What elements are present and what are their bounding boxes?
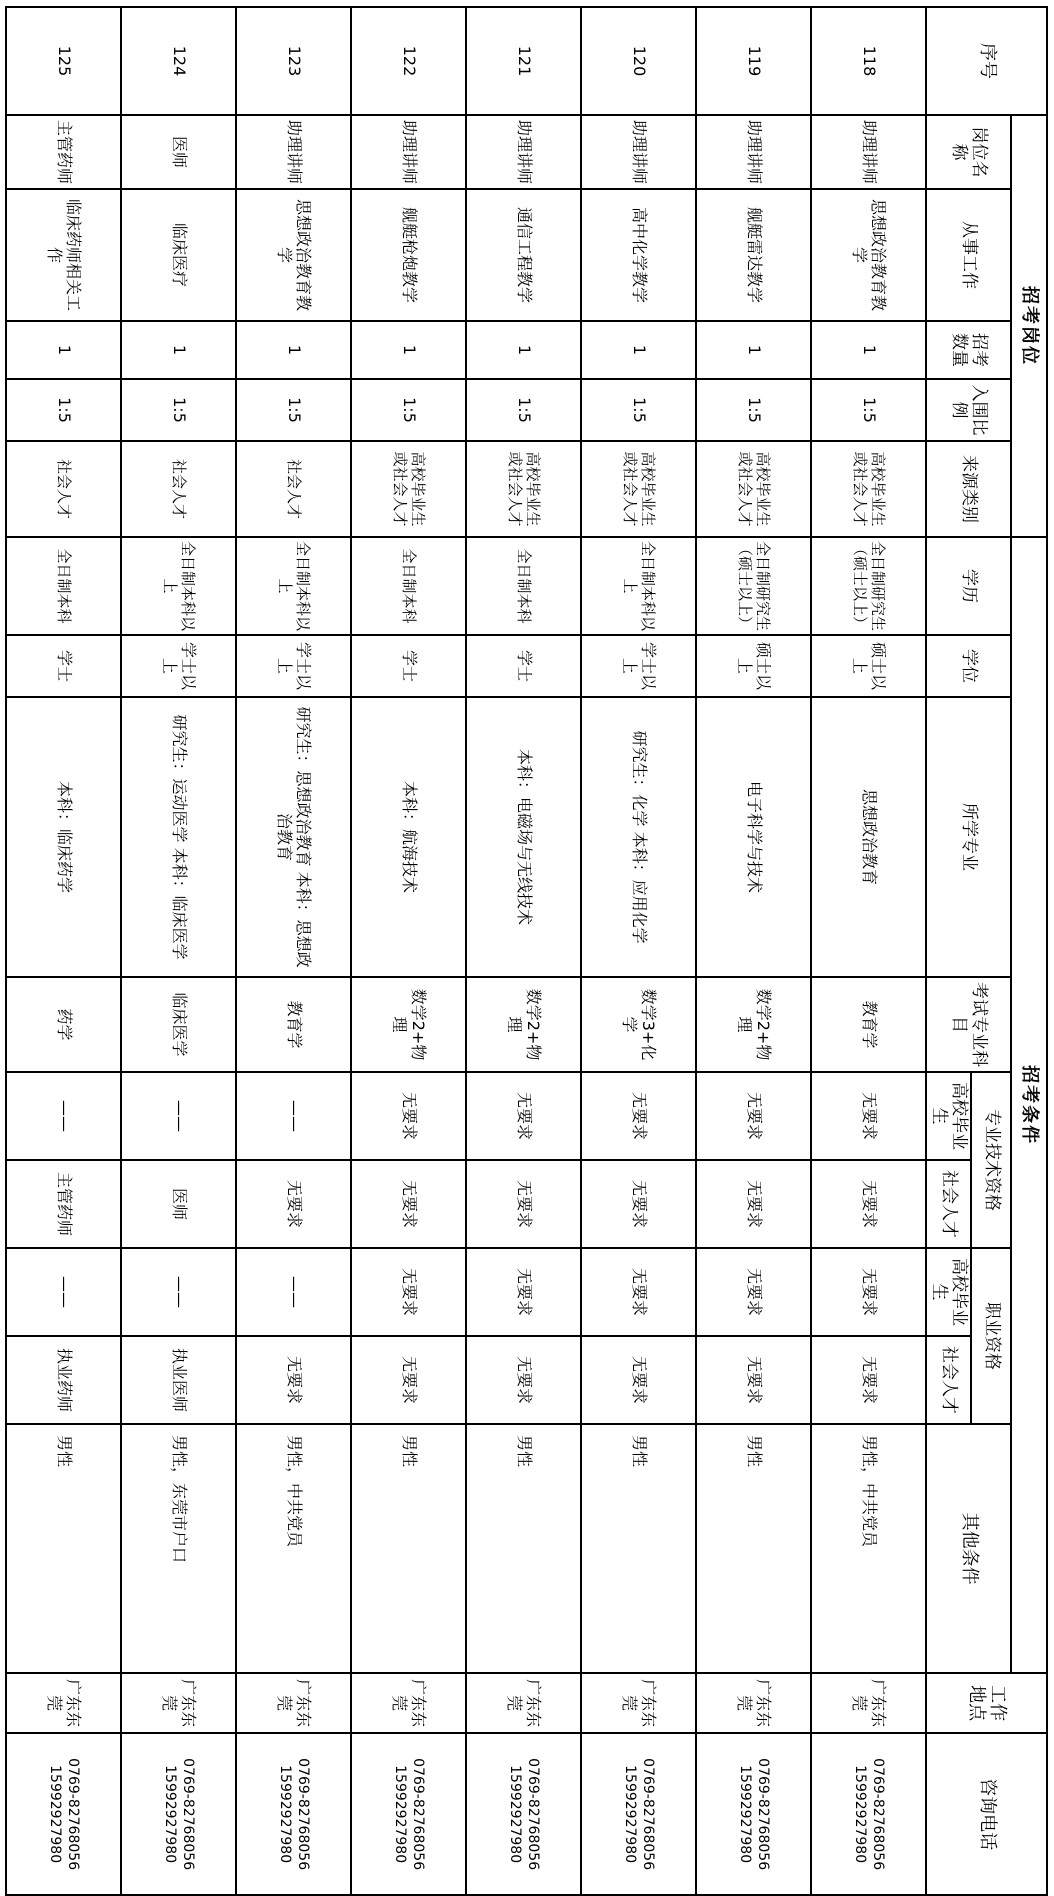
cell-work: 临床药师相关工作 [6, 189, 121, 321]
cell-edu: 全日制本科以上 [236, 537, 351, 635]
cell-major: 研究生：运动医学 本科：临床医学 [121, 697, 236, 977]
cell-work: 思想政治教育教学 [811, 189, 926, 321]
cell-tech-social: 医师 [121, 1160, 236, 1248]
cell-tech-grad: —— [6, 1072, 121, 1160]
cell-ratio: 1:5 [351, 379, 466, 441]
cell-seq: 122 [351, 7, 466, 115]
cell-source: 社会人才 [236, 441, 351, 537]
cell-count: 1 [236, 321, 351, 379]
cell-prof-grad: —— [121, 1248, 236, 1336]
cell-degree: 学士以上 [581, 635, 696, 697]
table-body [6, 7, 926, 1895]
table-row [351, 7, 466, 1895]
group-prof-header: 职业资格 [971, 1248, 1011, 1424]
cell-count: 1 [121, 321, 236, 379]
cell-ratio: 1:5 [121, 379, 236, 441]
cell-other: 男性，中共党员 [236, 1424, 351, 1673]
cell-location: 广东东莞 [696, 1673, 811, 1733]
cell-prof-grad: —— [236, 1248, 351, 1336]
table-row [236, 7, 351, 1895]
cell-tech-social: 无要求 [236, 1160, 351, 1248]
cell-work: 思想政治教育教学 [236, 189, 351, 321]
cell-seq: 123 [236, 7, 351, 115]
cell-location: 广东东莞 [351, 1673, 466, 1733]
cell-degree: 硕士以上 [696, 635, 811, 697]
cell-prof-grad: 无要求 [696, 1248, 811, 1336]
cell-phone: 0769-82768056 15992927980 [236, 1733, 351, 1895]
cell-phone: 0769-82768056 15992927980 [466, 1733, 581, 1895]
cell-prof-grad: 无要求 [466, 1248, 581, 1336]
cell-other: 男性，东莞市户口 [121, 1424, 236, 1673]
cell-other: 男性，中共党员 [811, 1424, 926, 1673]
cell-other: 男性 [581, 1424, 696, 1673]
cell-phone: 0769-82768056 15992927980 [6, 1733, 121, 1895]
cell-degree: 学士 [351, 635, 466, 697]
cell-tech-grad: 无要求 [581, 1072, 696, 1160]
col-ratio-header: 入围比例 [926, 379, 1011, 441]
cell-location: 广东东莞 [466, 1673, 581, 1733]
col-work-header: 从事工作 [926, 189, 1011, 321]
recruitment-table [5, 6, 1048, 1896]
cell-major: 本科：临床药学 [6, 697, 121, 977]
cell-edu: 全日制本科以上 [581, 537, 696, 635]
col-other-header: 其他条件 [926, 1424, 1011, 1673]
cell-exam: 数学3+化学 [581, 977, 696, 1072]
col-major-header: 所学专业 [926, 697, 1011, 977]
cell-work: 高中化学教学 [581, 189, 696, 321]
cell-tech-grad: 无要求 [696, 1072, 811, 1160]
table-row [121, 7, 236, 1895]
table-row [581, 7, 696, 1895]
cell-exam: 数学2+物理 [466, 977, 581, 1072]
cell-seq: 118 [811, 7, 926, 115]
cell-tech-grad: —— [236, 1072, 351, 1160]
cell-location: 广东东莞 [581, 1673, 696, 1733]
cell-prof-social: 无要求 [811, 1336, 926, 1424]
cell-tech-grad: 无要求 [351, 1072, 466, 1160]
cell-prof-social: 执业医师 [121, 1336, 236, 1424]
cell-work: 舰艇枪炮教学 [351, 189, 466, 321]
cell-exam: 教育学 [236, 977, 351, 1072]
table-row [6, 7, 121, 1895]
cell-prof-grad: —— [6, 1248, 121, 1336]
cell-count: 1 [466, 321, 581, 379]
cell-tech-social: 无要求 [466, 1160, 581, 1248]
cell-tech-social: 无要求 [696, 1160, 811, 1248]
cell-prof-grad: 无要求 [811, 1248, 926, 1336]
cell-seq: 121 [466, 7, 581, 115]
cell-phone: 0769-82768056 15992927980 [581, 1733, 696, 1895]
cell-post: 助理讲师 [466, 115, 581, 189]
cell-exam: 数学2+物理 [696, 977, 811, 1072]
cell-source: 高校毕业生或社会人才 [696, 441, 811, 537]
cell-exam: 教育学 [811, 977, 926, 1072]
cell-tech-social: 无要求 [581, 1160, 696, 1248]
cell-post: 助理讲师 [351, 115, 466, 189]
cell-tech-social: 主管药师 [6, 1160, 121, 1248]
cell-post: 助理讲师 [811, 115, 926, 189]
cell-seq: 124 [121, 7, 236, 115]
cell-major: 电子科学与技术 [696, 697, 811, 977]
cell-tech-social: 无要求 [811, 1160, 926, 1248]
cell-work: 舰艇雷达教学 [696, 189, 811, 321]
cell-degree: 学士 [6, 635, 121, 697]
cell-post: 主管药师 [6, 115, 121, 189]
cell-prof-grad: 无要求 [351, 1248, 466, 1336]
cell-prof-social: 无要求 [351, 1336, 466, 1424]
cell-other: 男性 [351, 1424, 466, 1673]
cell-edu: 全日制本科 [466, 537, 581, 635]
cell-exam: 药学 [6, 977, 121, 1072]
cell-source: 高校毕业生或社会人才 [466, 441, 581, 537]
cell-phone: 0769-82768056 15992927980 [811, 1733, 926, 1895]
cell-work: 通信工程教学 [466, 189, 581, 321]
col-count-header: 招考数量 [926, 321, 1011, 379]
col-exam-header: 考试专业科目 [926, 977, 1011, 1072]
cell-ratio: 1:5 [811, 379, 926, 441]
cell-degree: 学士 [466, 635, 581, 697]
col-phone-header: 咨询电话 [926, 1733, 1047, 1895]
cell-work: 临床医疗 [121, 189, 236, 321]
cell-location: 广东东莞 [6, 1673, 121, 1733]
cell-prof-social: 无要求 [696, 1336, 811, 1424]
col-prof-social-header: 社会人才 [926, 1336, 971, 1424]
cell-edu: 全日制研究生（硕士以上） [811, 537, 926, 635]
group-tech-header: 专业技术资格 [971, 1072, 1011, 1248]
cell-other: 男性 [696, 1424, 811, 1673]
col-post-name-header: 岗位名称 [926, 115, 1011, 189]
cell-source: 社会人才 [6, 441, 121, 537]
cell-prof-social: 执业药师 [6, 1336, 121, 1424]
cell-phone: 0769-82768056 15992927980 [121, 1733, 236, 1895]
cell-other: 男性 [466, 1424, 581, 1673]
cell-ratio: 1:5 [696, 379, 811, 441]
cell-count: 1 [6, 321, 121, 379]
col-source-header: 来源类别 [926, 441, 1011, 537]
cell-exam: 临床医学 [121, 977, 236, 1072]
cell-edu: 全日制本科 [6, 537, 121, 635]
cell-source: 社会人才 [121, 441, 236, 537]
cell-tech-grad: —— [121, 1072, 236, 1160]
cell-seq: 120 [581, 7, 696, 115]
cell-prof-social: 无要求 [581, 1336, 696, 1424]
cell-count: 1 [696, 321, 811, 379]
cell-count: 1 [581, 321, 696, 379]
col-tech-grad-header: 高校毕业生 [926, 1072, 971, 1160]
table-row [696, 7, 811, 1895]
cell-degree: 学士以上 [236, 635, 351, 697]
cell-phone: 0769-82768056 15992927980 [351, 1733, 466, 1895]
cell-count: 1 [351, 321, 466, 379]
cell-prof-grad: 无要求 [581, 1248, 696, 1336]
cell-tech-grad: 无要求 [811, 1072, 926, 1160]
cell-major: 本科：电磁场与无线技术 [466, 697, 581, 977]
col-degree-header: 学位 [926, 635, 1011, 697]
group-conditions-header: 招考条件 [1011, 537, 1047, 1673]
cell-location: 广东东莞 [121, 1673, 236, 1733]
cell-post: 助理讲师 [696, 115, 811, 189]
cell-seq: 119 [696, 7, 811, 115]
cell-ratio: 1:5 [236, 379, 351, 441]
col-location-header: 工作地点 [926, 1673, 1047, 1733]
cell-post: 助理讲师 [581, 115, 696, 189]
cell-location: 广东东莞 [236, 1673, 351, 1733]
cell-prof-social: 无要求 [466, 1336, 581, 1424]
cell-source: 高校毕业生或社会人才 [811, 441, 926, 537]
cell-major: 研究生：化学 本科：应用化学 [581, 697, 696, 977]
cell-location: 广东东莞 [811, 1673, 926, 1733]
cell-degree: 硕士以上 [811, 635, 926, 697]
cell-post: 医师 [121, 115, 236, 189]
col-tech-social-header: 社会人才 [926, 1160, 971, 1248]
cell-edu: 全日制本科 [351, 537, 466, 635]
cell-post: 助理讲师 [236, 115, 351, 189]
cell-major: 本科：航海技术 [351, 697, 466, 977]
table-row [811, 7, 926, 1895]
cell-degree: 学士以上 [121, 635, 236, 697]
cell-seq: 125 [6, 7, 121, 115]
table-row [466, 7, 581, 1895]
col-prof-grad-header: 高校毕业生 [926, 1248, 971, 1336]
cell-phone: 0769-82768056 15992927980 [696, 1733, 811, 1895]
cell-prof-social: 无要求 [236, 1336, 351, 1424]
cell-count: 1 [811, 321, 926, 379]
cell-edu: 全日制研究生（硕士以上） [696, 537, 811, 635]
cell-exam: 数学2+物理 [351, 977, 466, 1072]
cell-source: 高校毕业生或社会人才 [581, 441, 696, 537]
cell-tech-grad: 无要求 [466, 1072, 581, 1160]
cell-major: 研究生：思想政治教育 本科：思想政治教育 [236, 697, 351, 977]
cell-source: 高校毕业生或社会人才 [351, 441, 466, 537]
cell-other: 男性 [6, 1424, 121, 1673]
cell-ratio: 1:5 [466, 379, 581, 441]
cell-ratio: 1:5 [6, 379, 121, 441]
group-post-header: 招考岗位 [1011, 115, 1047, 537]
cell-edu: 全日制本科以上 [121, 537, 236, 635]
col-seq-header: 序号 [926, 7, 1047, 115]
cell-ratio: 1:5 [581, 379, 696, 441]
cell-tech-social: 无要求 [351, 1160, 466, 1248]
cell-major: 思想政治教育 [811, 697, 926, 977]
col-edu-header: 学历 [926, 537, 1011, 635]
